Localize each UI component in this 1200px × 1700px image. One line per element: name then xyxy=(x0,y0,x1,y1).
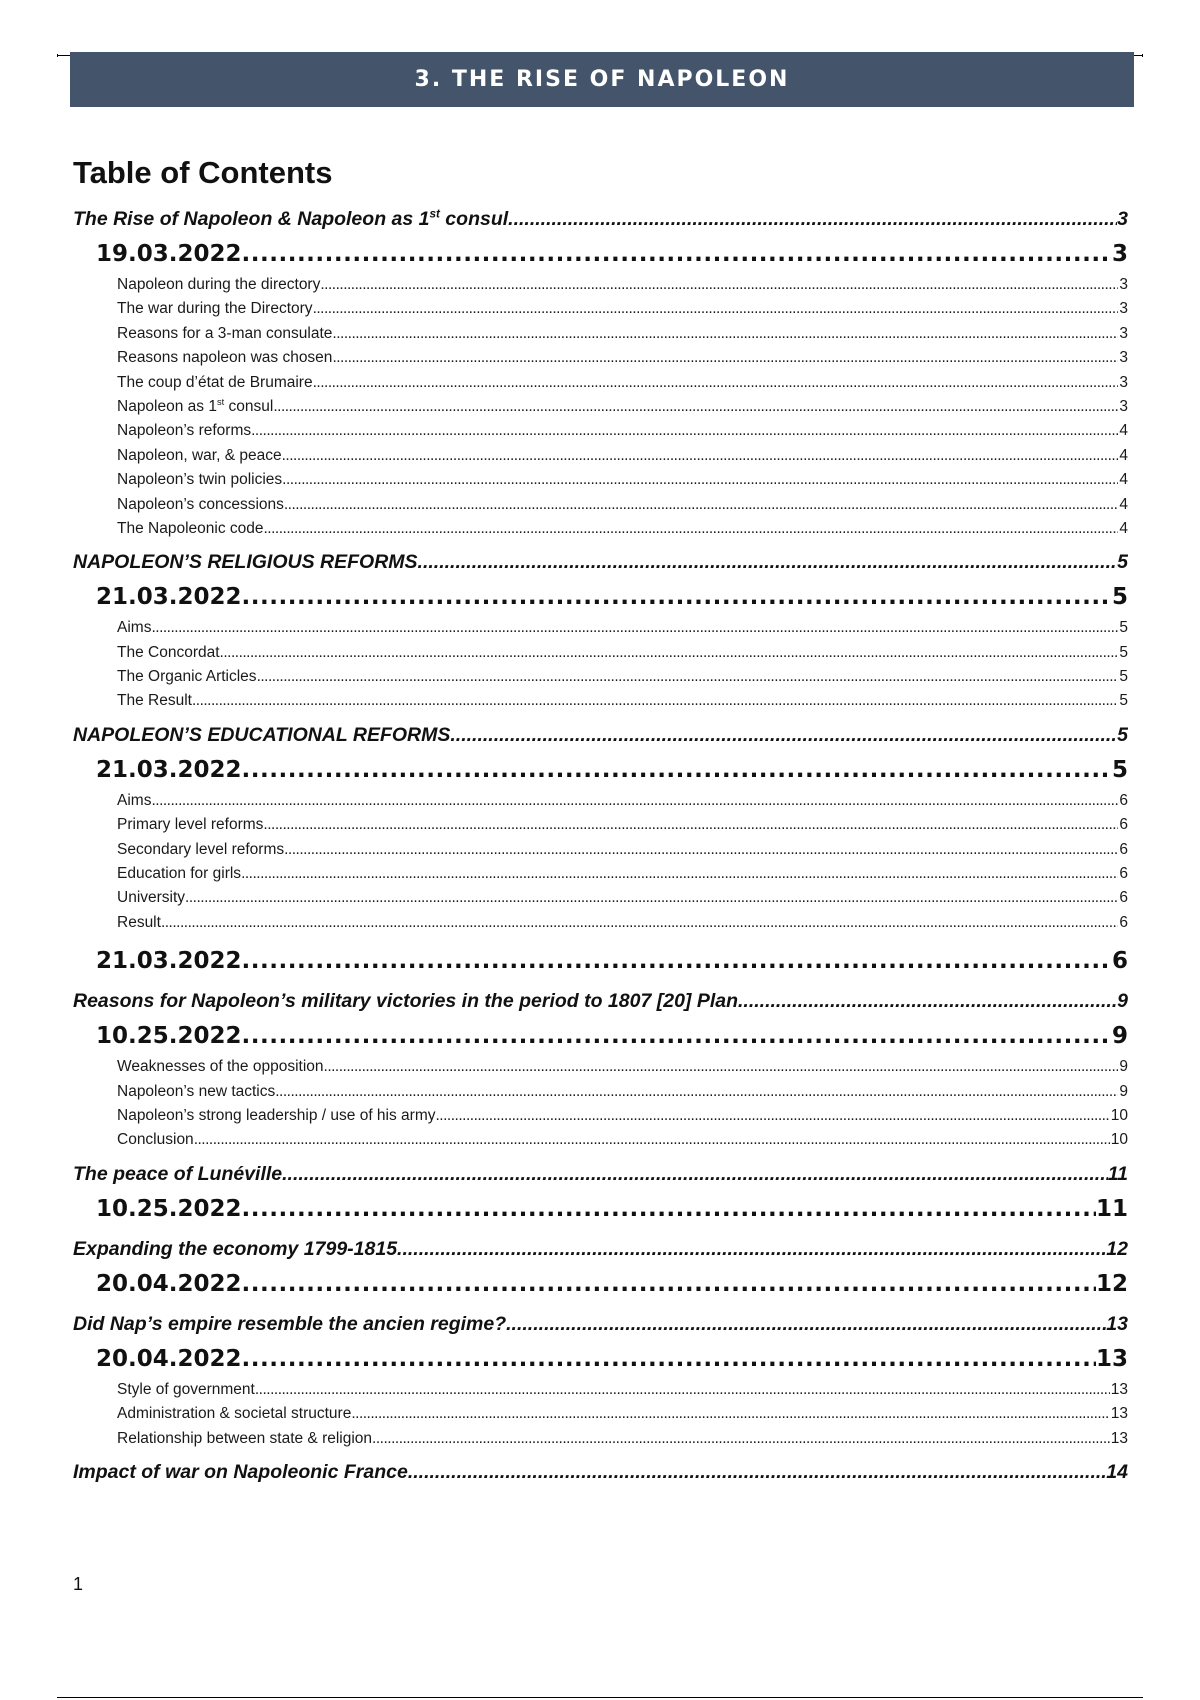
toc-entry-level-3[interactable] xyxy=(73,346,1128,370)
toc-leader-dots xyxy=(241,862,1118,886)
toc-entry-text: 21.03.2022 xyxy=(96,584,242,611)
toc-entry-title xyxy=(117,1427,372,1451)
toc-entry-text: Napoleon, war, & peace xyxy=(117,446,282,464)
toc-leader-dots xyxy=(220,641,1119,665)
toc-page-number: 5 xyxy=(1119,643,1128,661)
toc-entry-level-3[interactable] xyxy=(73,371,1128,395)
toc-entry-text: 10.25.2022 xyxy=(96,1195,242,1222)
toc-entry-title xyxy=(117,371,313,395)
toc-entry-text: The Rise of Napoleon & Napoleon as 1 xyxy=(73,208,430,230)
toc-leader-dots xyxy=(450,719,1117,752)
toc-leader-dots xyxy=(251,419,1118,443)
toc-entry-title xyxy=(117,444,282,468)
toc-entry-level-3[interactable] xyxy=(73,813,1128,837)
toc-entry-text: Napoleon’s new tactics xyxy=(117,1082,276,1100)
toc-entry-title xyxy=(117,1128,194,1152)
toc-page-number: 6 xyxy=(1119,865,1128,883)
toc-entry-title xyxy=(117,641,220,665)
toc-entry-level-3[interactable] xyxy=(73,1104,1128,1128)
toc-entry-text: 20.04.2022 xyxy=(96,1270,242,1297)
toc-entry-level-2[interactable] xyxy=(73,943,1128,980)
toc-leader-dots xyxy=(151,789,1118,813)
toc-entry-level-1[interactable] xyxy=(73,985,1128,1018)
toc-page-number: 13 xyxy=(1095,1345,1128,1372)
toc-leader-dots xyxy=(738,985,1117,1018)
toc-entry-title xyxy=(117,665,257,689)
toc-entry-text: Secondary level reforms xyxy=(117,840,285,858)
toc-page-number: 13 xyxy=(1106,1312,1128,1335)
toc-entry-text: Napoleon as 1 xyxy=(117,397,217,415)
toc-entry-level-3[interactable] xyxy=(73,862,1128,886)
toc-entry-title xyxy=(96,579,242,616)
toc-entry-text: Napoleon’s strong leadership / use of his army xyxy=(117,1106,436,1124)
toc-entry-title xyxy=(117,789,151,813)
toc-entry-level-3[interactable] xyxy=(73,665,1128,689)
toc-entry-title xyxy=(96,752,242,789)
toc-leader-dots xyxy=(436,1104,1110,1128)
toc-page-number: 3 xyxy=(1119,349,1128,367)
chapter-banner xyxy=(70,52,1134,107)
toc-entry-level-1[interactable] xyxy=(73,546,1128,579)
toc-page-number: 3 xyxy=(1119,373,1128,391)
toc-page-number: 13 xyxy=(1110,1429,1128,1447)
toc-entry-text: Weaknesses of the opposition xyxy=(117,1058,324,1076)
toc-leader-dots xyxy=(284,493,1119,517)
toc-entry-level-1[interactable] xyxy=(73,1456,1128,1489)
toc-entry-title xyxy=(117,419,251,443)
toc-page-number: 3 xyxy=(1117,208,1128,230)
footer-rule xyxy=(57,1697,1143,1698)
toc-entry-text: Relationship between state & religion xyxy=(117,1429,373,1447)
table-of-contents xyxy=(73,203,1128,1489)
toc-entry-level-2[interactable] xyxy=(73,579,1128,616)
toc-page-number: 6 xyxy=(1119,791,1128,809)
toc-leader-dots xyxy=(161,911,1118,935)
toc-leader-dots xyxy=(313,297,1119,321)
toc-entry-level-2[interactable] xyxy=(73,752,1128,789)
toc-entry-title xyxy=(117,395,273,419)
toc-entry-level-2[interactable] xyxy=(73,1018,1128,1055)
toc-entry-level-3[interactable] xyxy=(73,641,1128,665)
toc-entry-text: The Concordat xyxy=(117,643,220,661)
toc-entry-title xyxy=(117,911,161,935)
toc-entry-level-3[interactable] xyxy=(73,789,1128,813)
toc-leader-dots xyxy=(194,1128,1110,1152)
toc-entry-title xyxy=(117,468,282,492)
toc-leader-dots xyxy=(255,1378,1110,1402)
toc-entry-superscript: st xyxy=(216,396,225,407)
toc-page-number: 3 xyxy=(1119,276,1128,293)
toc-entry-level-3[interactable] xyxy=(73,616,1128,640)
toc-entry-level-3[interactable] xyxy=(73,468,1128,492)
toc-entry-level-2[interactable] xyxy=(73,1341,1128,1378)
toc-leader-dots xyxy=(284,838,1118,862)
toc-page-number: 9 xyxy=(1117,990,1128,1013)
toc-entry-title xyxy=(96,1341,242,1378)
toc-page-number: 9 xyxy=(1119,1082,1128,1100)
toc-leader-dots xyxy=(242,1018,1112,1055)
toc-leader-dots xyxy=(242,943,1112,980)
toc-leader-dots xyxy=(185,886,1118,910)
toc-entry-superscript: st xyxy=(429,207,440,221)
toc-entry-text: University xyxy=(117,889,186,907)
toc-entry-level-2[interactable] xyxy=(73,1266,1128,1303)
toc-entry-text: Napoleon during the directory xyxy=(117,276,321,293)
toc-leader-dots xyxy=(282,468,1118,492)
toc-entry-title xyxy=(96,943,242,980)
toc-entry-text: 21.03.2022 xyxy=(96,948,242,975)
toc-entry-text: NAPOLEON’S RELIGIOUS REFORMS xyxy=(73,551,418,574)
toc-entry-text: Expanding the economy 1799-1815 xyxy=(73,1237,398,1260)
toc-entry-text: 21.03.2022 xyxy=(96,756,242,783)
toc-leader-dots xyxy=(282,1158,1108,1191)
toc-entry-level-3[interactable] xyxy=(73,395,1128,419)
toc-entry-title xyxy=(73,985,738,1018)
toc-entry-title xyxy=(73,1308,506,1341)
toc-entry-text: 19.03.2022 xyxy=(96,241,242,267)
toc-leader-dots xyxy=(313,371,1119,395)
toc-leader-dots xyxy=(332,322,1118,346)
toc-page-number: 12 xyxy=(1106,1237,1128,1260)
toc-entry-text: The war during the Directory xyxy=(117,300,313,318)
toc-entry-text: Napoleon’s reforms xyxy=(117,422,252,440)
toc-page-number: 3 xyxy=(1119,300,1128,318)
toc-leader-dots xyxy=(242,1266,1096,1303)
toc-leader-dots xyxy=(151,616,1118,640)
toc-entry-title xyxy=(117,517,264,541)
toc-page-number: 5 xyxy=(1119,692,1128,710)
toc-page-number: 9 xyxy=(1119,1058,1128,1076)
toc-entry-level-2[interactable] xyxy=(73,236,1128,273)
toc-entry-title xyxy=(117,689,192,713)
toc-page-number: 5 xyxy=(1119,619,1128,637)
toc-entry-text: Reasons napoleon was chosen xyxy=(117,349,333,367)
toc-leader-dots xyxy=(506,1308,1106,1341)
toc-entry-text-suffix: consul xyxy=(224,397,274,415)
toc-entry-title xyxy=(117,886,185,910)
toc-heading: Table of Contents xyxy=(73,155,333,190)
toc-leader-dots xyxy=(263,813,1118,837)
toc-page-number: 6 xyxy=(1119,840,1128,858)
toc-leader-dots xyxy=(242,752,1112,789)
toc-entry-title xyxy=(96,236,242,273)
toc-page-number: 6 xyxy=(1119,913,1128,931)
toc-entry-level-3[interactable] xyxy=(73,493,1128,517)
toc-leader-dots xyxy=(242,579,1112,616)
toc-entry-level-1[interactable] xyxy=(73,203,1128,236)
toc-entry-level-3[interactable] xyxy=(73,297,1128,321)
toc-entry-text: Style of government xyxy=(117,1380,255,1398)
toc-page-number: 3 xyxy=(1119,397,1128,415)
toc-entry-text: Education for girls xyxy=(117,865,242,883)
toc-leader-dots xyxy=(282,444,1119,468)
toc-entry-level-3[interactable] xyxy=(73,419,1128,443)
toc-leader-dots xyxy=(508,203,1117,236)
toc-leader-dots xyxy=(275,1080,1118,1104)
toc-entry-level-3[interactable] xyxy=(73,886,1128,910)
toc-leader-dots xyxy=(351,1402,1109,1426)
toc-entry-level-3[interactable] xyxy=(73,1128,1128,1152)
toc-entry-text: Impact of war on Napoleonic France xyxy=(73,1460,408,1483)
toc-entry-title xyxy=(117,1055,324,1079)
toc-page-number: 12 xyxy=(1095,1270,1128,1297)
toc-page-number: 5 xyxy=(1117,723,1128,746)
toc-entry-text: Aims xyxy=(117,791,152,809)
toc-entry-title xyxy=(117,862,241,886)
toc-entry-title xyxy=(73,1158,282,1191)
toc-entry-title xyxy=(73,1456,408,1489)
toc-page-number: 10 xyxy=(1110,1106,1128,1124)
toc-entry-title xyxy=(117,322,332,346)
toc-entry-level-1[interactable] xyxy=(73,719,1128,752)
toc-leader-dots xyxy=(242,1341,1096,1378)
toc-entry-level-3[interactable] xyxy=(73,517,1128,541)
toc-leader-dots xyxy=(192,689,1118,713)
toc-leader-dots xyxy=(257,665,1119,689)
toc-page-number: 5 xyxy=(1111,584,1128,611)
toc-entry-title xyxy=(117,1402,351,1426)
toc-entry-title xyxy=(73,546,418,579)
toc-page-number: 4 xyxy=(1119,495,1128,513)
toc-leader-dots xyxy=(320,273,1118,297)
toc-entry-level-3[interactable] xyxy=(73,1402,1128,1426)
toc-entry-title xyxy=(73,719,450,752)
toc-page-number: 5 xyxy=(1119,668,1128,686)
toc-entry-level-2[interactable] xyxy=(73,1191,1128,1228)
toc-leader-dots xyxy=(372,1427,1110,1451)
toc-entry-title xyxy=(73,203,508,236)
toc-entry-text-suffix: consul xyxy=(439,208,509,230)
toc-entry-text: NAPOLEON’S EDUCATIONAL REFORMS xyxy=(73,723,451,746)
toc-entry-level-1[interactable] xyxy=(73,1233,1128,1266)
toc-entry-level-3[interactable] xyxy=(73,838,1128,862)
toc-leader-dots xyxy=(242,1191,1096,1228)
toc-leader-dots xyxy=(264,517,1119,541)
toc-entry-text: Reasons for a 3-man consulate xyxy=(117,324,333,342)
toc-entry-title xyxy=(117,813,263,837)
toc-leader-dots xyxy=(397,1233,1106,1266)
toc-entry-title xyxy=(96,1018,242,1055)
toc-entry-text: Administration & societal structure xyxy=(117,1405,352,1423)
toc-entry-text: Napoleon’s concessions xyxy=(117,495,284,513)
chapter-title: 3. THE RISE OF NAPOLEON xyxy=(414,67,790,92)
toc-entry-title xyxy=(117,346,332,370)
toc-entry-text: Reasons for Napoleon’s military victories in the period to 1807 [20] Plan xyxy=(73,990,738,1013)
toc-entry-text: 10.25.2022 xyxy=(96,1023,242,1050)
toc-entry-text: 20.04.2022 xyxy=(96,1345,242,1372)
toc-entry-title xyxy=(117,838,284,862)
toc-entry-text: Aims xyxy=(117,619,152,637)
toc-page-number: 3 xyxy=(1111,241,1128,267)
toc-entry-title xyxy=(117,273,320,297)
toc-page-number: 4 xyxy=(1119,446,1128,464)
toc-entry-text: Result xyxy=(117,913,161,931)
toc-page-number: 10 xyxy=(1110,1131,1128,1149)
toc-entry-level-1[interactable] xyxy=(73,1158,1128,1191)
toc-page-number: 6 xyxy=(1111,948,1128,975)
toc-entry-text: Napoleon’s twin policies xyxy=(117,471,283,489)
toc-entry-level-3[interactable] xyxy=(73,1055,1128,1079)
toc-entry-text: Conclusion xyxy=(117,1131,194,1149)
toc-entry-title xyxy=(73,1233,397,1266)
toc-leader-dots xyxy=(418,546,1118,579)
toc-entry-level-3[interactable] xyxy=(73,689,1128,713)
toc-entry-title xyxy=(117,297,313,321)
toc-page-number: 13 xyxy=(1110,1380,1128,1398)
toc-entry-text: The Result xyxy=(117,692,192,710)
toc-page-number: 4 xyxy=(1119,519,1128,537)
toc-page-number: 3 xyxy=(1119,324,1128,342)
toc-leader-dots xyxy=(408,1456,1106,1489)
toc-page-number: 11 xyxy=(1095,1195,1128,1222)
toc-entry-title xyxy=(117,1378,255,1402)
toc-entry-level-3[interactable] xyxy=(73,911,1128,935)
toc-page-number: 6 xyxy=(1119,889,1128,907)
toc-entry-level-3[interactable] xyxy=(73,273,1128,297)
toc-page-number: 4 xyxy=(1119,471,1128,489)
toc-entry-text: The coup d’état de Brumaire xyxy=(117,373,313,391)
toc-entry-text: The Napoleonic code xyxy=(117,519,264,537)
toc-leader-dots xyxy=(324,1055,1119,1079)
toc-entry-level-3[interactable] xyxy=(73,1378,1128,1402)
toc-entry-text: Did Nap’s empire resemble the ancien regime? xyxy=(73,1312,507,1335)
toc-entry-text: The peace of Lunéville xyxy=(73,1162,283,1185)
toc-page-number: 4 xyxy=(1119,422,1128,440)
toc-entry-text: Primary level reforms xyxy=(117,816,264,834)
toc-entry-title xyxy=(117,1080,275,1104)
toc-entry-level-3[interactable] xyxy=(73,322,1128,346)
toc-entry-title xyxy=(96,1266,242,1303)
toc-page-number: 9 xyxy=(1111,1023,1128,1050)
toc-page-number: 6 xyxy=(1119,816,1128,834)
toc-entry-text: The Organic Articles xyxy=(117,668,257,686)
toc-entry-title xyxy=(117,616,151,640)
toc-leader-dots xyxy=(242,236,1112,273)
toc-leader-dots xyxy=(273,395,1118,419)
toc-entry-title xyxy=(117,1104,436,1128)
toc-page-number: 5 xyxy=(1117,551,1128,574)
toc-entry-level-3[interactable] xyxy=(73,1080,1128,1104)
toc-leader-dots xyxy=(332,346,1118,370)
toc-entry-level-3[interactable] xyxy=(73,444,1128,468)
toc-page-number: 5 xyxy=(1111,756,1128,783)
toc-page-number: 14 xyxy=(1106,1460,1128,1483)
toc-entry-title xyxy=(96,1191,242,1228)
toc-page-number: 13 xyxy=(1110,1405,1128,1423)
toc-entry-title xyxy=(117,493,284,517)
toc-entry-level-1[interactable] xyxy=(73,1308,1128,1341)
toc-entry-level-3[interactable] xyxy=(73,1427,1128,1451)
toc-page-number: 11 xyxy=(1107,1162,1128,1185)
page-number: 1 xyxy=(73,1574,84,1594)
